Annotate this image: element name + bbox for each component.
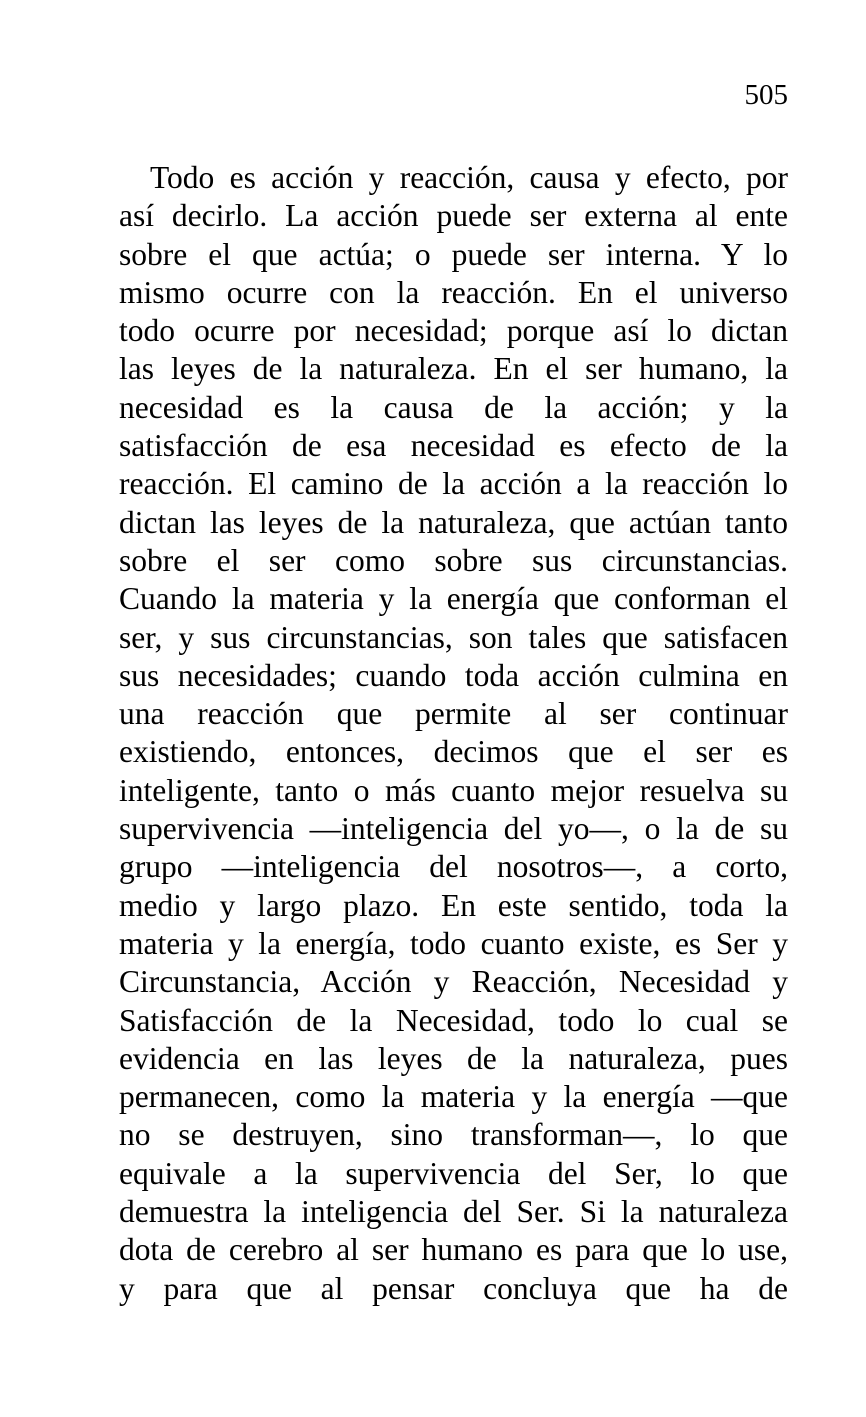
text-line: no se destruyen, sino transforman—, lo que: [119, 1117, 788, 1153]
text-line: grupo —inteligencia del nosotros—, a corto,: [119, 849, 788, 885]
text-line: una reacción que permite al ser continuar: [119, 696, 788, 732]
text-line: equivale a la supervivencia del Ser, lo que: [119, 1155, 788, 1191]
text-line: así decirlo. La acción puede ser externa al ente: [119, 198, 788, 234]
text-line: y para que al pensar concluya que ha de: [119, 1270, 788, 1306]
page-number: 505: [744, 79, 788, 111]
text-line: supervivencia —inteligencia del yo—, o la de su: [119, 811, 788, 847]
text-line: sus necesidades; cuando toda acción culmina en: [119, 657, 788, 693]
body-paragraph: [119, 159, 788, 1308]
text-line: sobre el que actúa; o puede ser interna. Y lo: [119, 236, 788, 272]
text-line: Satisfacción de la Necesidad, todo lo cual se: [119, 1002, 788, 1038]
text-line: satisfacción de esa necesidad es efecto de la: [119, 428, 788, 464]
text-line: ser, y sus circunstancias, son tales que satisfacen: [119, 619, 788, 655]
text-line: Cuando la materia y la energía que conforman el: [119, 581, 788, 617]
text-line: dictan las leyes de la naturaleza, que actúan tanto: [119, 504, 788, 540]
text-line: Circunstancia, Acción y Reacción, Necesidad y: [119, 964, 788, 1000]
text-line: permanecen, como la materia y la energía —que: [119, 1079, 788, 1115]
text-line: todo ocurre por necesidad; porque así lo dictan: [119, 313, 788, 349]
text-line: existiendo, entonces, decimos que el ser es: [119, 734, 788, 770]
text-line: dota de cerebro al ser humano es para que lo use,: [119, 1232, 788, 1268]
text-line: inteligente, tanto o más cuanto mejor resuelva su: [119, 772, 788, 808]
text-line: materia y la energía, todo cuanto existe, es Ser y: [119, 925, 788, 961]
text-line: las leyes de la naturaleza. En el ser humano, la: [119, 351, 788, 387]
text-line: demuestra la inteligencia del Ser. Si la naturaleza: [119, 1194, 788, 1230]
text-line: necesidad es la causa de la acción; y la: [119, 389, 788, 425]
text-line: medio y largo plazo. En este sentido, toda la: [119, 887, 788, 923]
text-line: reacción. El camino de la acción a la reacción lo: [119, 466, 788, 502]
text-line: mismo ocurre con la reacción. En el universo: [119, 274, 788, 310]
text-line: evidencia en las leyes de la naturaleza, pues: [119, 1040, 788, 1076]
text-line: Todo es acción y reacción, causa y efecto, por: [150, 160, 788, 195]
text-line: sobre el ser como sobre sus circunstancias.: [119, 542, 788, 578]
